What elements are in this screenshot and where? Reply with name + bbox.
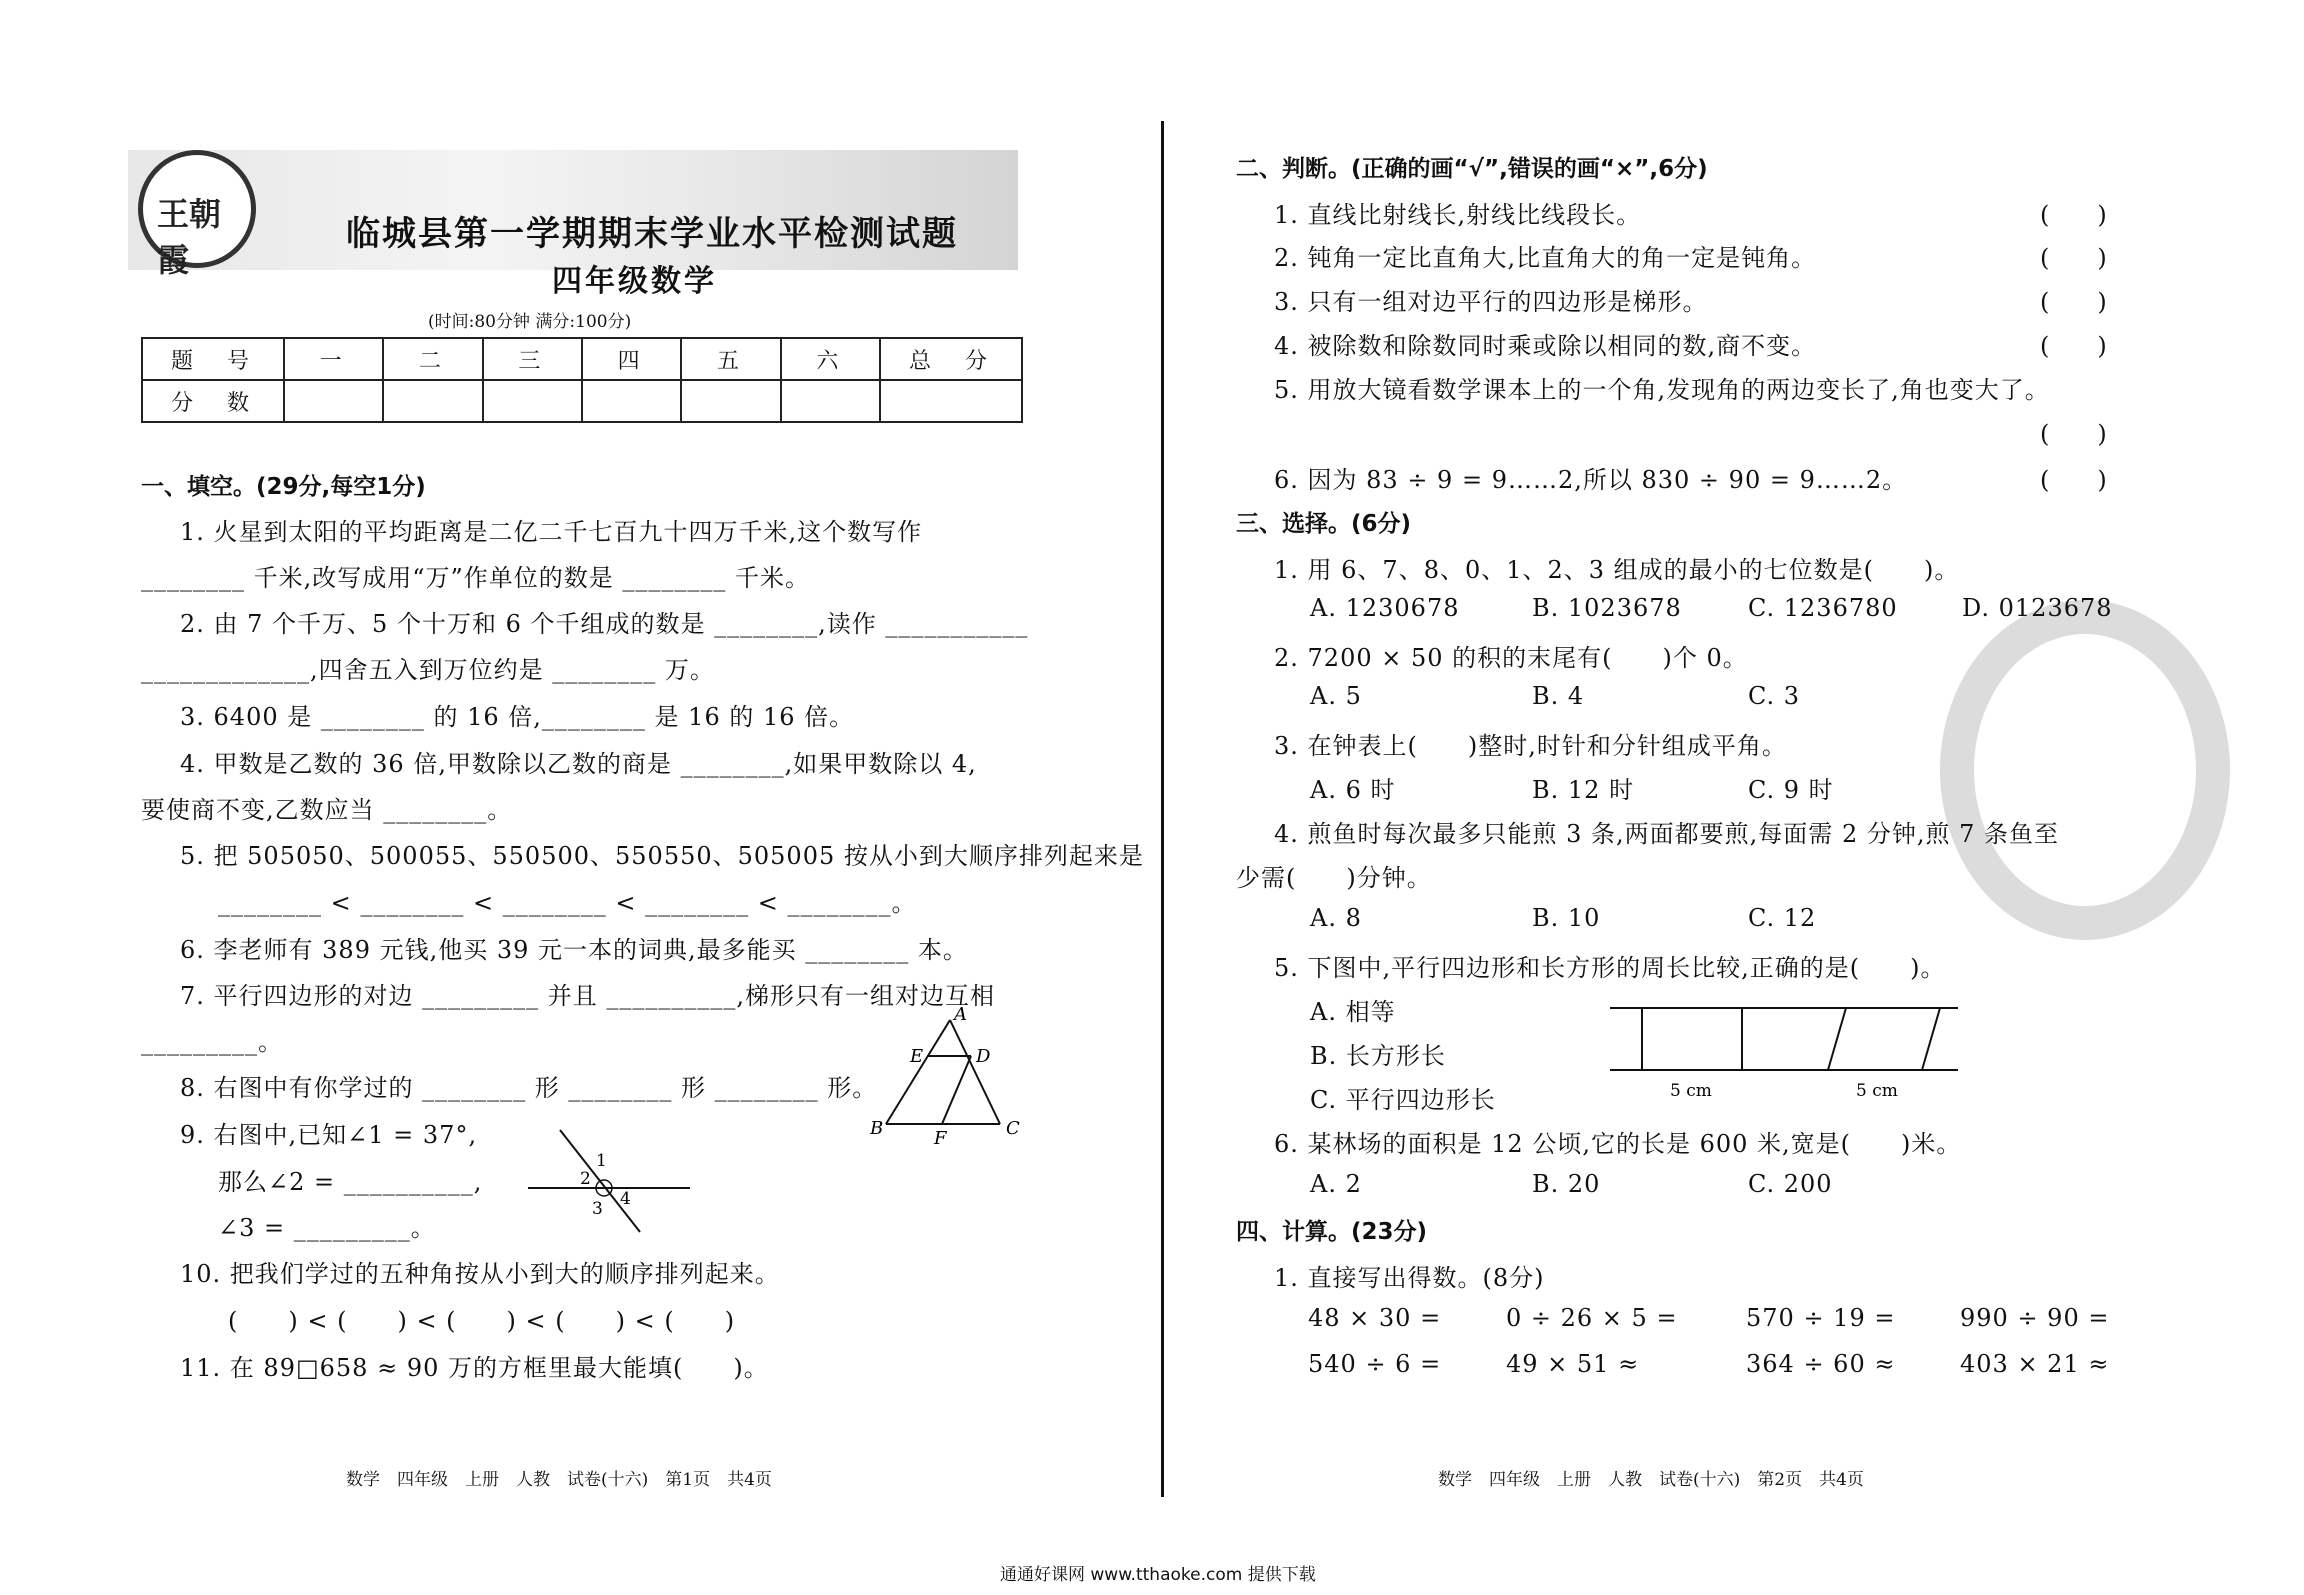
score-cell[interactable] [681, 380, 780, 422]
publisher-logo [138, 150, 256, 279]
score-table [141, 337, 1023, 423]
para-width-label: 5 cm [1856, 1081, 1898, 1101]
answer-paren[interactable]: ( ) [2040, 466, 2107, 494]
choice-option[interactable]: A. 8 [1310, 904, 1362, 932]
section-fill-blank: 一、填空。(29分,每空1分) [141, 474, 426, 500]
angle-figure [520, 1124, 700, 1234]
judge-item: 6. 因为 83 ÷ 9 = 9……2,所以 830 ÷ 90 = 9……2。 [1274, 466, 1908, 494]
question-line: _____________,四舍五入到万位约是 ________ 万。 [141, 656, 715, 684]
label-f: F [934, 1128, 947, 1144]
exam-meta: (时间:80分钟 满分:100分) [428, 312, 632, 332]
choice-option[interactable]: A. 5 [1310, 682, 1362, 710]
question-line: 6. 李老师有 389 元钱,他买 39 元一本的词典,最多能买 ________ 本。 [180, 936, 968, 964]
rect-width-label: 5 cm [1670, 1081, 1712, 1101]
score-header-cell: 一 [284, 338, 383, 380]
choice-option[interactable]: D. 0123678 [1962, 594, 2113, 622]
section-judge: 二、判断。(正确的画“√”,错误的画“×”,6分) [1236, 156, 1708, 182]
calc-item: 570 ÷ 19 = [1746, 1304, 1896, 1332]
calc-title: 1. 直接写出得数。(8分) [1274, 1264, 1545, 1292]
score-cell[interactable] [781, 380, 880, 422]
choice-question: 1. 用 6、7、8、0、1、2、3 组成的最小的七位数是( )。 [1274, 556, 1960, 584]
label-d: D [976, 1046, 991, 1067]
score-row-label: 分 数 [142, 380, 284, 422]
score-header-cell: 五 [681, 338, 780, 380]
choice-option[interactable]: C. 12 [1748, 904, 1817, 932]
question-line: 11. 在 89□658 ≈ 90 万的方框里最大能填( )。 [180, 1354, 769, 1382]
question-line: 9. 右图中,已知∠1 = 37°, [180, 1121, 478, 1149]
answer-paren[interactable]: ( ) [2040, 244, 2107, 272]
choice-option[interactable]: A. 相等 [1310, 998, 1396, 1026]
choice-question: 2. 7200 × 50 的积的末尾有( )个 0。 [1274, 644, 1748, 672]
right-footer: 数学 四年级 上册 人教 试卷(十六) 第2页 共4页 [1438, 1470, 1864, 1490]
choice-option[interactable]: A. 2 [1310, 1170, 1362, 1198]
question-line: 5. 把 505050、500055、550500、550550、505005 按从小到大顺序排列起来是 [180, 842, 1144, 870]
choice-option[interactable]: B. 4 [1532, 682, 1585, 710]
question-line: 要使商不变,乙数应当 ________。 [141, 796, 513, 824]
question-line: 4. 甲数是乙数的 36 倍,甲数除以乙数的商是 ________,如果甲数除以 4, [180, 750, 977, 778]
score-header-cell: 总 分 [880, 338, 1022, 380]
choice-option[interactable]: B. 12 时 [1532, 776, 1635, 804]
choice-option[interactable]: A. 6 时 [1310, 776, 1396, 804]
choice-option[interactable]: B. 20 [1532, 1170, 1601, 1198]
page-divider [1161, 121, 1164, 1497]
answer-paren[interactable]: ( ) [2040, 201, 2107, 229]
calc-item: 540 ÷ 6 = [1308, 1350, 1442, 1378]
choice-option[interactable]: C. 3 [1748, 682, 1801, 710]
answer-paren[interactable]: ( ) [2040, 420, 2107, 448]
choice-question: 3. 在钟表上( )整时,时针和分针组成平角。 [1274, 732, 1787, 760]
calc-item: 990 ÷ 90 = [1960, 1304, 2110, 1332]
question-line: 8. 右图中有你学过的 ________ 形 ________ 形 ________ 形。 [180, 1074, 878, 1102]
label-a: A [954, 1004, 967, 1025]
left-footer: 数学 四年级 上册 人教 试卷(十六) 第1页 共4页 [346, 1470, 772, 1490]
section-calc: 四、计算。(23分) [1236, 1219, 1428, 1245]
question-line: ________ 千米,改写成用“万”作单位的数是 ________ 千米。 [141, 564, 811, 592]
calc-item: 48 × 30 = [1308, 1304, 1442, 1332]
answer-paren[interactable]: ( ) [2040, 332, 2107, 360]
calc-item: 364 ÷ 60 ≈ [1746, 1350, 1896, 1378]
question-line: ∠3 = _________。 [218, 1214, 436, 1242]
question-line: _________。 [141, 1028, 283, 1056]
triangle-figure [870, 1004, 1030, 1144]
choice-option[interactable]: C. 1236780 [1748, 594, 1898, 622]
judge-item: 2. 钝角一定比直角大,比直角大的角一定是钝角。 [1274, 244, 1817, 272]
question-line: 3. 6400 是 ________ 的 16 倍,________ 是 16 的 16 倍。 [180, 703, 855, 731]
choice-option[interactable]: C. 9 时 [1748, 776, 1834, 804]
answer-paren[interactable]: ( ) [2040, 288, 2107, 316]
logo-text: 王朝霞 [157, 195, 222, 279]
question-line: ( ) < ( ) < ( ) < ( ) < ( ) [228, 1307, 736, 1335]
question-line: 1. 火星到太阳的平均距离是二亿二千七百九十四万千米,这个数写作 [180, 518, 923, 546]
choice-option[interactable]: A. 1230678 [1310, 594, 1460, 622]
calc-item: 0 ÷ 26 × 5 = [1506, 1304, 1678, 1332]
question-line: 7. 平行四边形的对边 _________ 并且 __________,梯形只有一组对边互相 [180, 982, 996, 1010]
score-header-cell: 题 号 [142, 338, 284, 380]
judge-item: 1. 直线比射线长,射线比线段长。 [1274, 201, 1642, 229]
score-cell[interactable] [582, 380, 681, 422]
score-cell[interactable] [383, 380, 482, 422]
score-header-cell: 二 [383, 338, 482, 380]
choice-option[interactable]: C. 200 [1748, 1170, 1833, 1198]
angle-3: 3 [592, 1199, 603, 1219]
question-line: ________ < ________ < ________ < ________ < ________。 [218, 889, 917, 917]
choice-question: 5. 下图中,平行四边形和长方形的周长比较,正确的是( )。 [1274, 954, 1946, 982]
label-c: C [1006, 1118, 1020, 1139]
choice-option[interactable]: B. 1023678 [1532, 594, 1682, 622]
choice-option[interactable]: B. 10 [1532, 904, 1601, 932]
choice-question: 6. 某林场的面积是 12 公顷,它的长是 600 米,宽是( )米。 [1274, 1130, 1962, 1158]
angle-2: 2 [580, 1169, 591, 1189]
angle-4: 4 [620, 1189, 631, 1209]
judge-item: 3. 只有一组对边平行的四边形是梯形。 [1274, 288, 1708, 316]
label-e: E [910, 1046, 924, 1067]
choice-option[interactable]: C. 平行四边形长 [1310, 1086, 1496, 1114]
judge-item: 4. 被除数和除数同时乘或除以相同的数,商不变。 [1274, 332, 1817, 360]
exam-title: 临城县第一学期期末学业水平检测试题 [346, 214, 958, 254]
section-choice: 三、选择。(6分) [1236, 511, 1412, 537]
score-header-cell: 六 [781, 338, 880, 380]
judge-item: 5. 用放大镜看数学课本上的一个角,发现角的两边变长了,角也变大了。 [1274, 376, 2050, 404]
score-header-cell: 四 [582, 338, 681, 380]
choice-question: 少需( )分钟。 [1236, 864, 1432, 892]
calc-item: 403 × 21 ≈ [1960, 1350, 2110, 1378]
download-credit: 通通好课网 www.tthaoke.com 提供下载 [1000, 1565, 1316, 1585]
shape-compare-figure [1606, 1000, 1968, 1104]
watermark-seal [1940, 600, 2230, 940]
choice-option[interactable]: B. 长方形长 [1310, 1042, 1446, 1070]
choice-question: 4. 煎鱼时每次最多只能煎 3 条,两面都要煎,每面需 2 分钟,煎 7 条鱼至 [1274, 820, 2059, 848]
score-table-header [142, 338, 1022, 380]
score-header-cell: 三 [483, 338, 582, 380]
calc-item: 49 × 51 ≈ [1506, 1350, 1640, 1378]
angle-1: 1 [596, 1151, 607, 1171]
question-line: 2. 由 7 个千万、5 个十万和 6 个千组成的数是 ________,读作 ___________ [180, 610, 1029, 638]
question-line: 那么∠2 = __________, [218, 1168, 483, 1196]
score-cell[interactable] [284, 380, 383, 422]
score-cell[interactable] [880, 380, 1022, 422]
exam-subtitle: 四年级数学 [552, 264, 717, 299]
score-cell[interactable] [483, 380, 582, 422]
question-line: 10. 把我们学过的五种角按从小到大的顺序排列起来。 [180, 1260, 780, 1288]
score-table-row [142, 380, 1022, 422]
label-b: B [870, 1118, 884, 1139]
